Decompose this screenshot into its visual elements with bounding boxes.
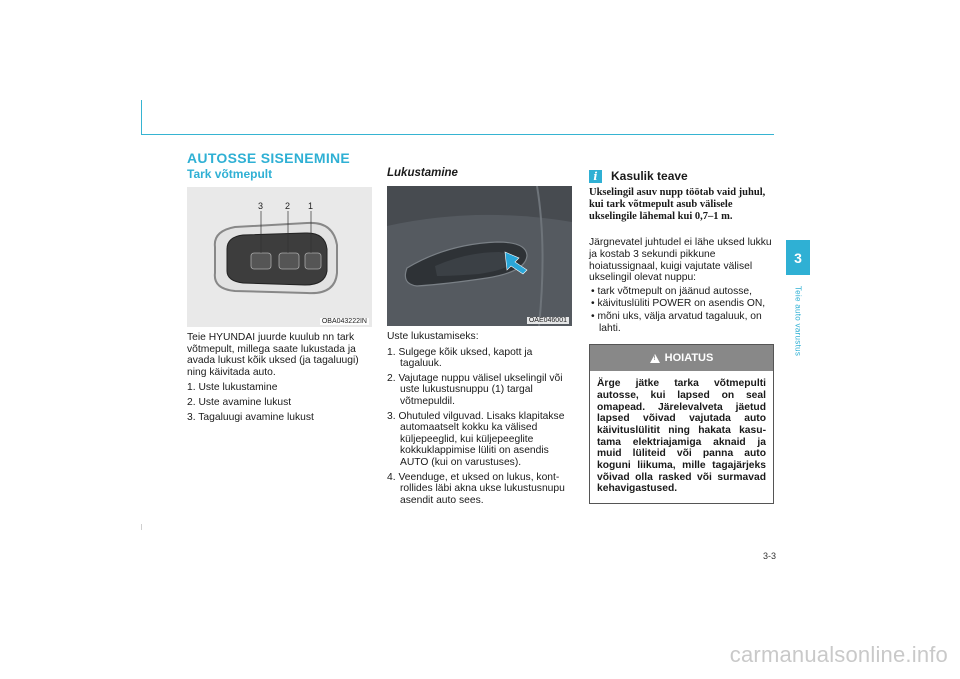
figure-code: OBA043222IN: [321, 318, 367, 325]
key-callout-2: 2: [285, 201, 291, 211]
info-icon: i: [589, 170, 602, 183]
warning-box: [589, 344, 774, 504]
locking-steps: [387, 347, 575, 507]
info-bullets: [589, 286, 774, 334]
section-title: AUTOSSE SISENEMINE: [187, 150, 351, 166]
list-item: 4. Veenduge, et uksed on lukus, kontrollides läbi akna ukse lukustusnupu asendit auto sees.: [387, 471, 565, 506]
warning-header: [590, 345, 773, 371]
column-info: [589, 150, 774, 504]
smart-key-function-list: [187, 382, 375, 423]
subsection-title-locking: Lukustamine: [387, 167, 458, 179]
key-callout-1: 1: [308, 201, 314, 211]
locking-intro: Uste lukustamiseks:: [387, 331, 479, 342]
list-item: 2. Uste avamine lukust: [187, 396, 292, 408]
door-handle-illustration: [387, 186, 572, 326]
key-callout-3: 3: [258, 201, 264, 211]
smart-key-intro: Teie HYUNDAI juurde kuulub nn tark võtmepult, millega saate lukustada ja avada lukust kõik uksed (ja tagaluugi) ning käivitada auto.: [187, 332, 359, 378]
subsection-title-smart-key: Tark võtmepult: [187, 167, 273, 181]
figure-code: OAE046001: [528, 317, 567, 324]
warning-symbol: !: [653, 355, 656, 362]
smart-key-figure: [187, 187, 372, 327]
list-item: 1. Uste lukustamine: [187, 382, 278, 394]
list-item: 1. Sulgege kõik uksed, kapott ja tagaluuk.: [387, 346, 533, 370]
page-number: 3-3: [762, 551, 776, 561]
smart-key-illustration: [187, 187, 372, 327]
info-note: Ukselingil asuv nupp töötab vaid juhul, kui tark võtmepult asub välisele ukselingile lähemal kui 0,7–1 m.: [589, 187, 766, 222]
header-rule-horizontal: [141, 134, 774, 135]
info-title: Kasulik teave: [611, 169, 688, 183]
list-item: • käivituslüliti POWER on asendis ON,: [589, 298, 774, 310]
header-rule-vertical: [141, 100, 142, 134]
warning-text: Ärge jätke tarka võtmepulti autosse, kui lapsed on seal omapead. Järelevalveta jäetud lapsed võivad vajutada auto käivituslülitit ning hakata kasutama elektriajamiga aknaid ja muid lüliteid või panna auto koguni liikuma, mille tagajärjeks võivad olla rasked või surmavad kehavigastused.: [597, 378, 766, 495]
warning-title: HOIATUS: [664, 352, 714, 365]
info-paragraph: Järgnevatel juhtudel ei lähe uksed lukku ja kostab 3 sekundi pikkune hoiatussignaal, kuigi vajutate välisel ukselingil olevat nuppu:: [589, 237, 772, 284]
list-item: 2. Vajutage nuppu välisel ukselingil või uste lukustusnuppu (1) targal võtmepuldil.: [387, 372, 563, 407]
column-locking: [387, 150, 575, 509]
chapter-name: Teie auto varustus: [793, 285, 803, 357]
warning-triangle-icon: [650, 354, 660, 363]
door-handle-figure: [387, 186, 572, 326]
list-item: • tark võtmepult on jäänud autosse,: [589, 286, 774, 298]
list-item: 3. Ohutuled vilguvad. Lisaks klapitakse automaatselt kokku ka välised küljepeeglid, kui küljepeeglite kokkuklappimise lüliti on asendis AUTO (kui on varustuses).: [387, 410, 565, 468]
list-item: • mõni uks, välja arvatud tagaluuk, on lahti.: [589, 311, 774, 334]
column-smart-key: [187, 150, 375, 426]
chapter-tab: 3: [786, 240, 810, 275]
crop-mark: [141, 524, 142, 530]
list-item: 3. Tagaluugi avamine lukust: [187, 411, 314, 423]
watermark: carmanualsonline.info: [729, 642, 948, 667]
info-header: [589, 169, 774, 183]
